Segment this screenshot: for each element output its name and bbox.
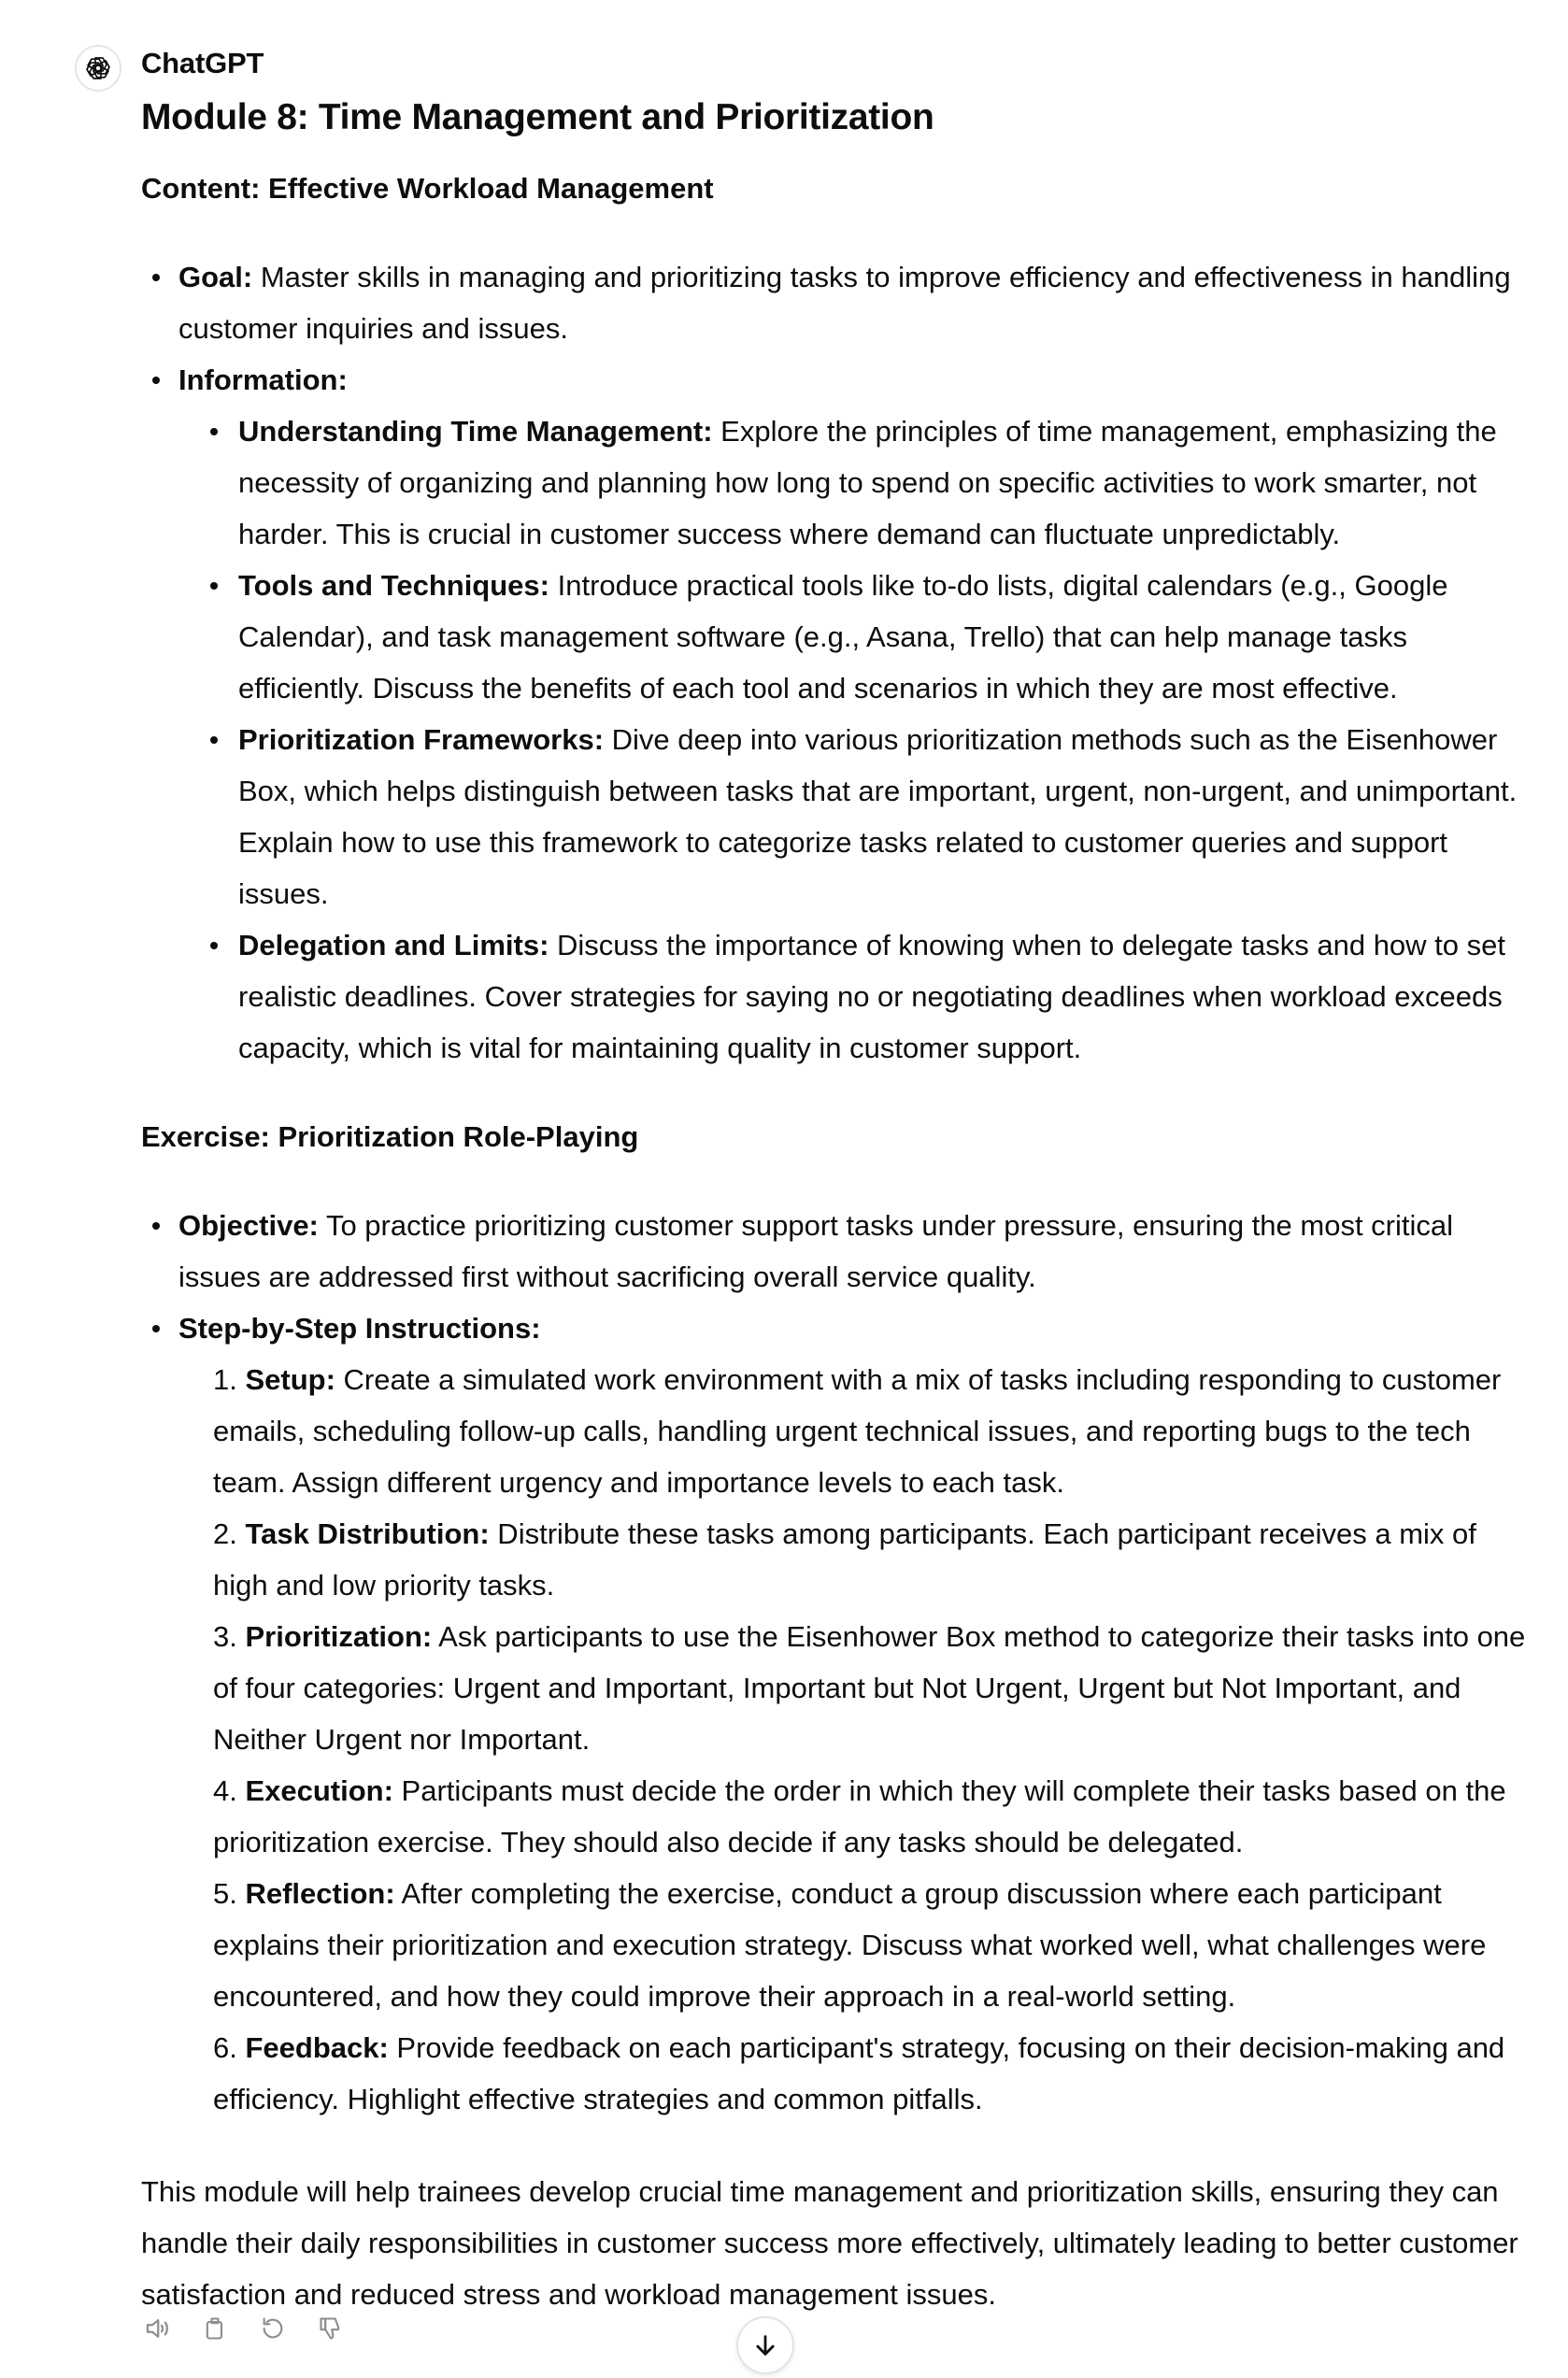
copy-icon <box>202 2315 228 2342</box>
step-label: Prioritization: <box>245 1620 433 1653</box>
list-item <box>208 919 1533 1074</box>
step-item <box>213 2022 1533 2125</box>
information-sublist <box>178 406 1533 1074</box>
goal-text: Master skills in managing and prioritizing tasks to improve efficiency and effectiveness in handling customer inquiries and issues. <box>178 261 1511 345</box>
item-text: Introduce practical tools like to-do lists, digital calendars (e.g., Google Calendar), and task management software (e.g., Asana, Trello) that can help manage tasks efficiently. Discuss the benefits of each tool and scenarios in which they are most effective. <box>238 569 1448 705</box>
regenerate-icon <box>260 2315 286 2342</box>
item-label: Tools and Techniques: <box>238 569 549 602</box>
step-item <box>213 1868 1533 2022</box>
summary-paragraph: This module will help trainees develop crucial time management and prioritization skills, ensuring they can handle their daily responsibilities in customer success more effectively, ultimately leading to better customer satisfaction and reduced stress and workload management issues. <box>141 2175 1518 2311</box>
list-item-information <box>141 354 1533 1074</box>
step-label: Feedback: <box>245 2031 389 2064</box>
item-label: Prioritization Frameworks: <box>238 723 605 756</box>
step-number: 2. <box>213 1517 246 1550</box>
steps-list <box>141 1354 1533 2125</box>
list-item-steps <box>141 1303 1533 1354</box>
step-text: Distribute these tasks among participants. Each participant receives a mix of high and low priority tasks. <box>213 1517 1476 1602</box>
arrow-down-icon <box>752 2332 778 2358</box>
list-item-objective <box>141 1200 1533 1303</box>
scroll-down-button[interactable] <box>736 2316 794 2374</box>
step-number: 6. <box>213 2031 246 2064</box>
chatgpt-logo-icon <box>83 53 113 83</box>
read-aloud-button[interactable] <box>141 2313 173 2344</box>
exercise-heading: Exercise: Prioritization Role-Playing <box>141 1120 639 1153</box>
step-text: Participants must decide the order in which they will complete their tasks based on the prioritization exercise. They should also decide if any tasks should be delegated. <box>213 1774 1506 1858</box>
step-number: 4. <box>213 1774 246 1807</box>
thumbs-down-icon <box>318 2315 344 2342</box>
content-heading: Content: Effective Workload Management <box>141 172 714 205</box>
module-title: Module 8: Time Management and Prioritization <box>141 97 934 137</box>
list-item-goal <box>141 251 1533 354</box>
item-label: Understanding Time Management: <box>238 415 713 448</box>
steps-label: Step-by-Step Instructions: <box>178 1312 541 1345</box>
step-item <box>213 1765 1533 1868</box>
list-item <box>208 714 1533 919</box>
step-label: Task Distribution: <box>245 1517 490 1550</box>
step-item <box>213 1508 1533 1611</box>
step-text: Provide feedback on each participant's strategy, focusing on their decision-making and efficiency. Highlight effective strategies and common pitfalls. <box>213 2031 1505 2115</box>
step-number: 1. <box>213 1363 246 1396</box>
message-actions <box>141 2313 347 2344</box>
content-list <box>141 251 1533 1074</box>
list-item <box>208 406 1533 560</box>
sender-name: ChatGPT <box>141 47 264 79</box>
item-text: Dive deep into various prioritization methods such as the Eisenhower Box, which helps distinguish between tasks that are important, urgent, non-urgent, and unimportant. Explain how to use this framework to categorize tasks related to customer queries and support issues. <box>238 723 1518 910</box>
message-content <box>141 90 1533 2320</box>
copy-button[interactable] <box>199 2313 231 2344</box>
step-label: Reflection: <box>245 1877 395 1910</box>
step-label: Execution: <box>245 1774 393 1807</box>
speaker-icon <box>143 2314 171 2342</box>
thumbs-down-button[interactable] <box>315 2313 347 2344</box>
step-text: Ask participants to use the Eisenhower Box method to categorize their tasks into one of four categories: Urgent and Important, Important but Not Urgent, Urgent but Not Important, and Neither Urgent nor Important. <box>213 1620 1526 1756</box>
step-number: 3. <box>213 1620 246 1653</box>
step-item <box>213 1611 1533 1765</box>
regenerate-button[interactable] <box>257 2313 289 2344</box>
item-text: Explore the principles of time management, emphasizing the necessity of organizing and planning how long to spend on specific activities to work smarter, not harder. This is crucial in customer success where demand can fluctuate unpredictably. <box>238 415 1497 550</box>
objective-label: Objective: <box>178 1209 319 1242</box>
step-text: Create a simulated work environment with a mix of tasks including responding to customer emails, scheduling follow-up calls, handling urgent technical issues, and reporting bugs to the tech team. Assign different urgency and importance levels to each task. <box>213 1363 1502 1499</box>
step-number: 5. <box>213 1877 246 1910</box>
step-item <box>213 1354 1533 1508</box>
step-label: Setup: <box>245 1363 335 1396</box>
item-label: Delegation and Limits: <box>238 929 549 961</box>
goal-label: Goal: <box>178 261 253 293</box>
step-text: After completing the exercise, conduct a group discussion where each participant explains their prioritization and execution strategy. Discuss what worked well, what challenges were encountered, and how they could improve their approach in a real-world setting. <box>213 1877 1487 2013</box>
avatar <box>75 45 121 92</box>
exercise-list <box>141 1200 1533 1354</box>
objective-text: To practice prioritizing customer support tasks under pressure, ensuring the most critical issues are addressed first without sacrificing overall service quality. <box>178 1209 1454 1293</box>
item-text: Discuss the importance of knowing when to delegate tasks and how to set realistic deadlines. Cover strategies for saying no or negotiating deadlines when workload exceeds capacity, which is vital for maintaining quality in customer support. <box>238 929 1505 1064</box>
list-item <box>208 560 1533 714</box>
information-label: Information: <box>178 363 348 396</box>
